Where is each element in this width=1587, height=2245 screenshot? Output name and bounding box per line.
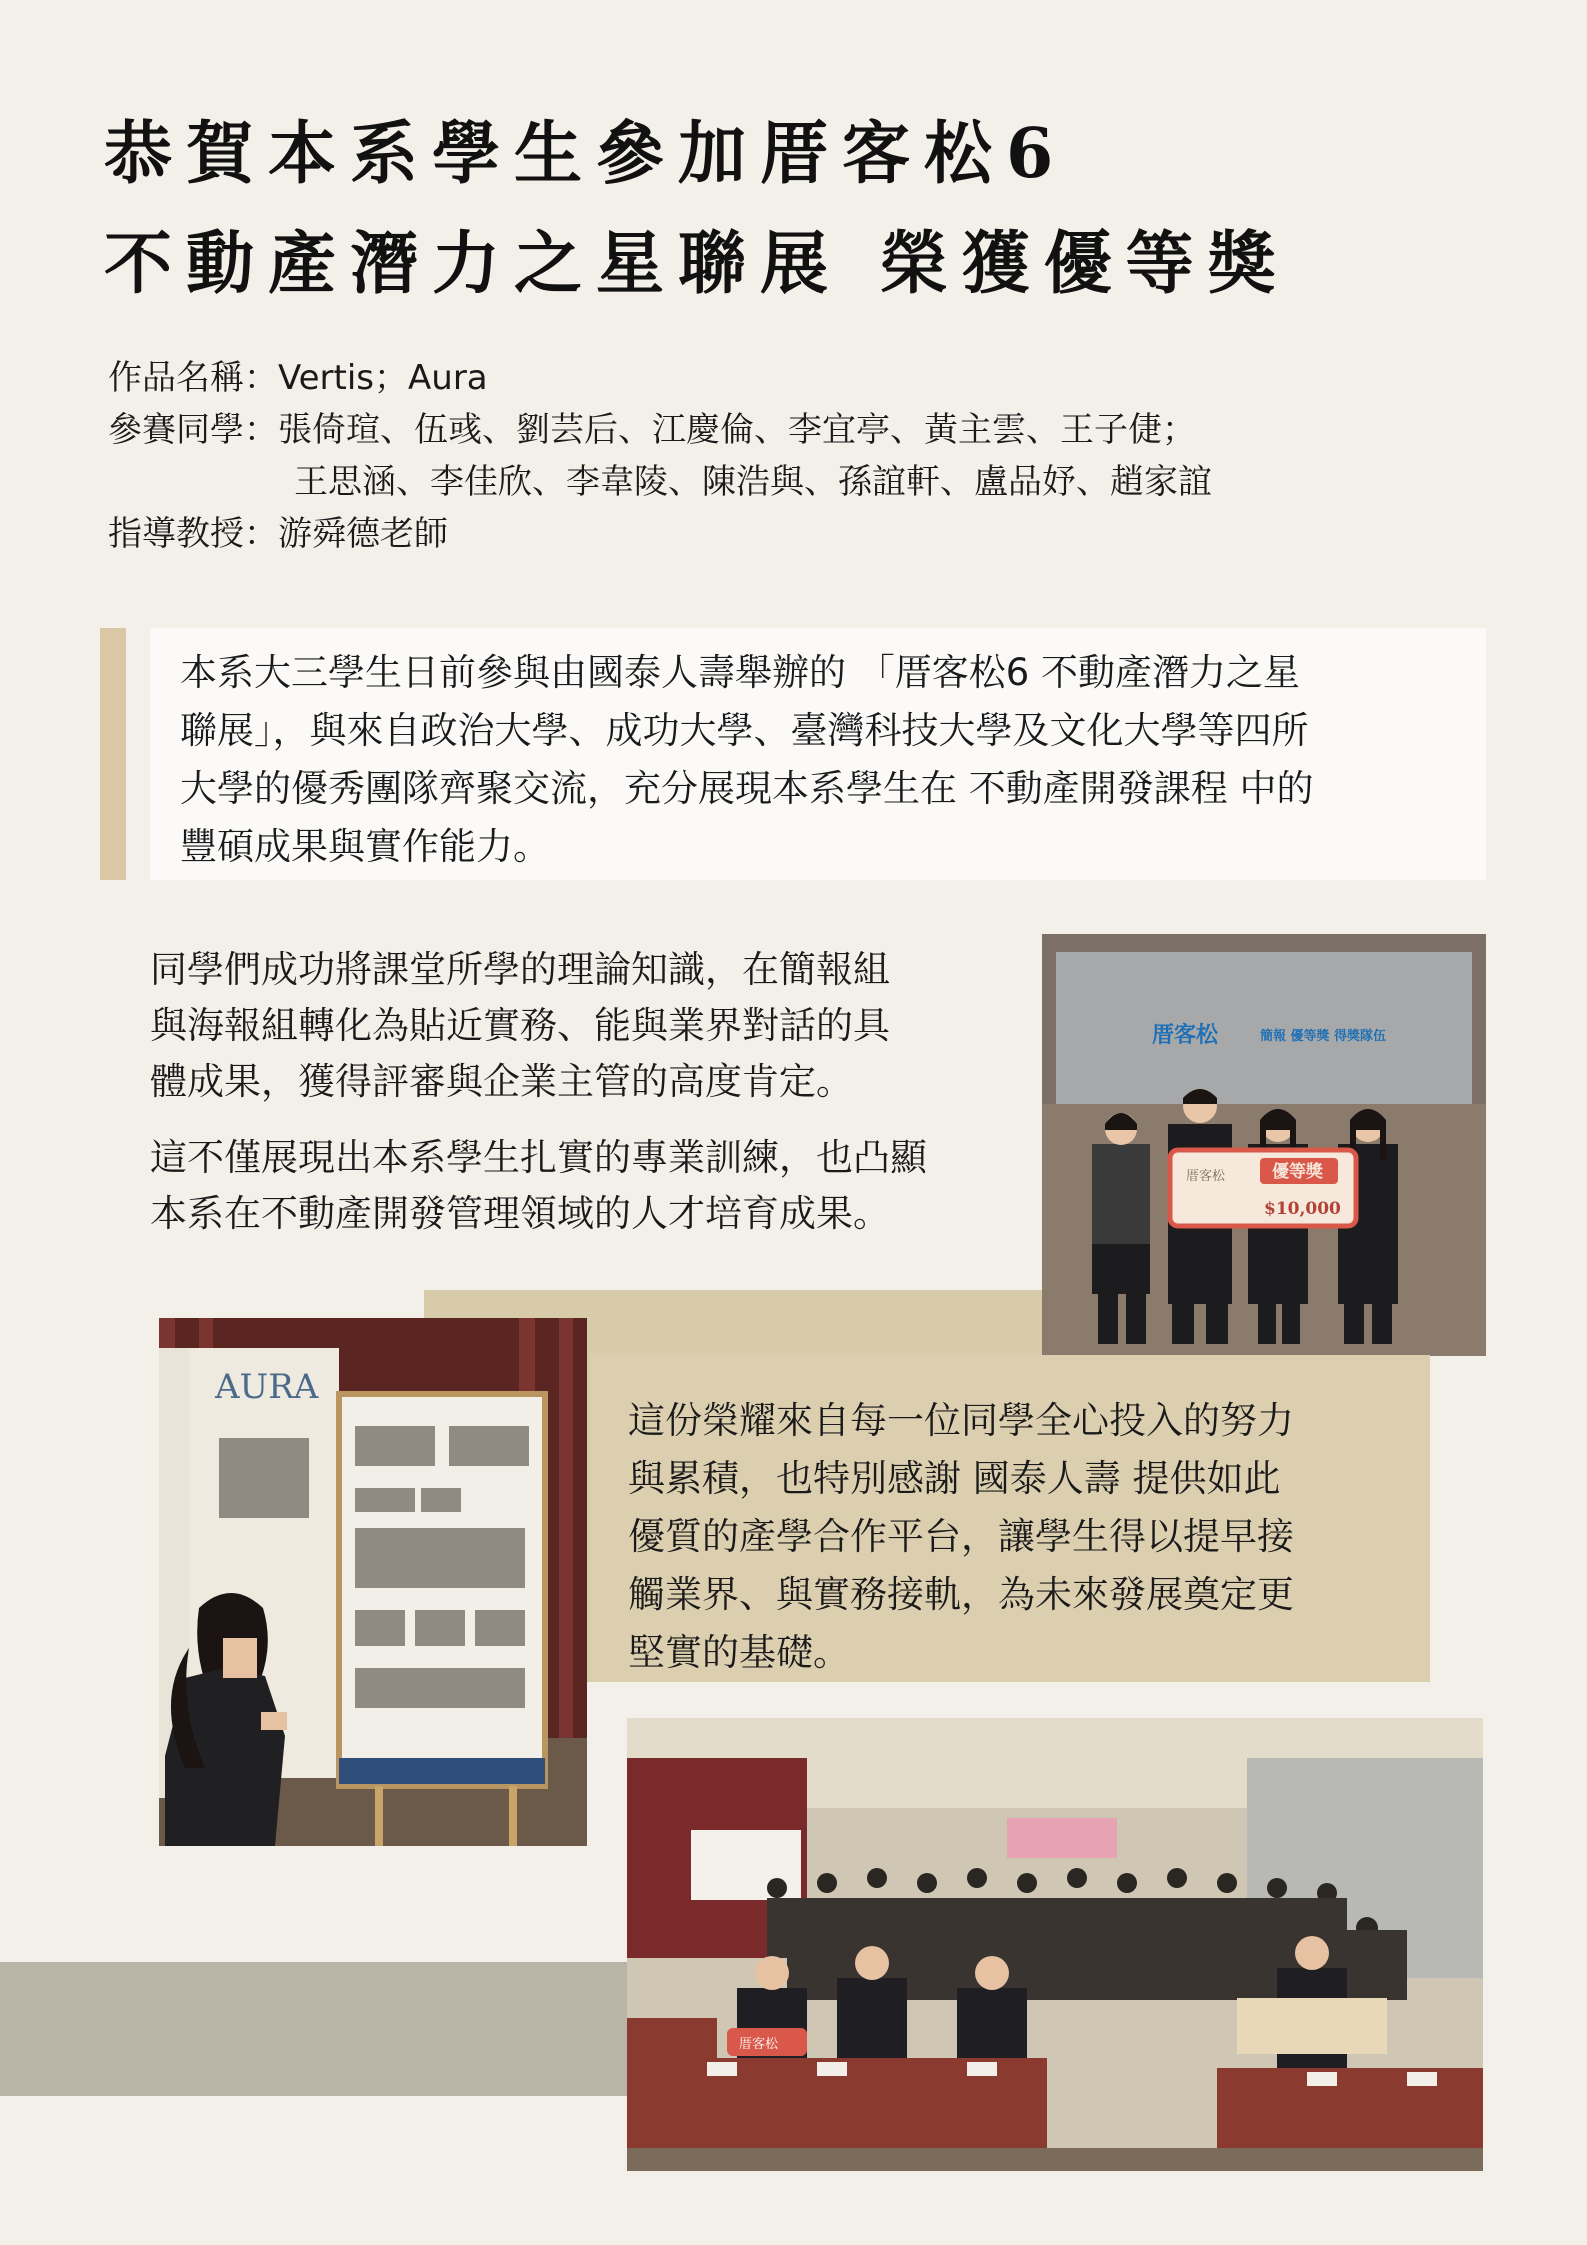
para3-line-3: 優質的產學合作平台，讓學生得以提早接 xyxy=(628,1515,1294,1558)
screen-logo-text: 厝客松 xyxy=(1152,1022,1219,1048)
students-row xyxy=(108,404,1196,456)
award-photo-illustration xyxy=(1042,934,1486,1356)
board-amount-text: $10,000 xyxy=(1264,1199,1341,1219)
work-name-row xyxy=(108,352,488,404)
group-sign-text: 厝客松 xyxy=(739,2037,779,2052)
advisor-value: 游舜德老師 xyxy=(278,514,448,554)
board-title-text: 優等獎 xyxy=(1272,1162,1323,1182)
intro-line-2: 聯展」，與來自政治大學、成功大學、臺灣科技大學及文化大學等四所 xyxy=(180,709,1309,752)
work-name-label: 作品名稱： xyxy=(108,358,278,398)
board-logo-text: 厝客松 xyxy=(1186,1169,1226,1184)
intro-line-3: 大學的優秀團隊齊聚交流，充分展現本系學生在 不動產開發課程 中的 xyxy=(180,767,1314,810)
poster-photo-illustration xyxy=(159,1318,587,1846)
paragraph-gratitude xyxy=(628,1392,1294,1682)
para1-line-2: 與海報組轉化為貼近實務、能與業界對話的具 xyxy=(150,1004,890,1047)
para3-line-5: 堅實的基礎。 xyxy=(628,1631,850,1674)
students-line-2: 王思涵、李佳欣、李韋陵、陳浩與、孫誼軒、盧品妤、趙家誼 xyxy=(294,462,1212,502)
students-label: 參賽同學： xyxy=(108,410,278,450)
advisor-row xyxy=(108,508,448,560)
para2-line-2: 本系在不動產開發管理領域的人才培育成果。 xyxy=(150,1192,890,1235)
paragraph-training xyxy=(150,1130,927,1242)
intro-line-1: 本系大三學生日前參與由國泰人壽舉辦的 「厝客松6 不動產潛力之星 xyxy=(180,651,1301,694)
page-title-line-2: 不動產潛力之星聯展 榮獲優等獎 xyxy=(104,224,1290,304)
award-ceremony-photo xyxy=(1042,934,1486,1356)
students-line-1: 張倚瑄、伍彧、劉芸后、江慶倫、李宜亭、黃主雲、王子倢； xyxy=(278,410,1196,450)
group-photo xyxy=(627,1718,1483,2171)
para3-line-2: 與累積，也特別感謝 國泰人壽 提供如此 xyxy=(628,1457,1281,1500)
group-photo-illustration xyxy=(627,1718,1483,2171)
para1-line-3: 體成果，獲得評審與企業主管的高度肯定。 xyxy=(150,1060,853,1103)
intro-accent-bar xyxy=(100,628,126,880)
paragraph-achievement xyxy=(150,942,890,1110)
para2-line-1: 這不僅展現出本系學生扎實的專業訓練，也凸顯 xyxy=(150,1136,927,1179)
work-name-value: Vertis；Aura xyxy=(278,358,488,398)
advisor-label: 指導教授： xyxy=(108,514,278,554)
page-title-line-1: 恭賀本系學生參加厝客松6 xyxy=(104,114,1068,194)
para3-line-4: 觸業界、與實務接軌，為未來發展奠定更 xyxy=(628,1573,1294,1616)
para3-line-1: 這份榮耀來自每一位同學全心投入的努力 xyxy=(628,1399,1294,1442)
intro-box xyxy=(150,628,1486,880)
poster-title-text: AURA xyxy=(215,1367,319,1407)
para1-line-1: 同學們成功將課堂所學的理論知識，在簡報組 xyxy=(150,948,890,991)
screen-sub-text: 簡報 優等獎 得獎隊伍 xyxy=(1260,1029,1387,1044)
intro-line-4: 豐碩成果與實作能力。 xyxy=(180,825,550,868)
poster-presentation-photo xyxy=(159,1318,587,1846)
